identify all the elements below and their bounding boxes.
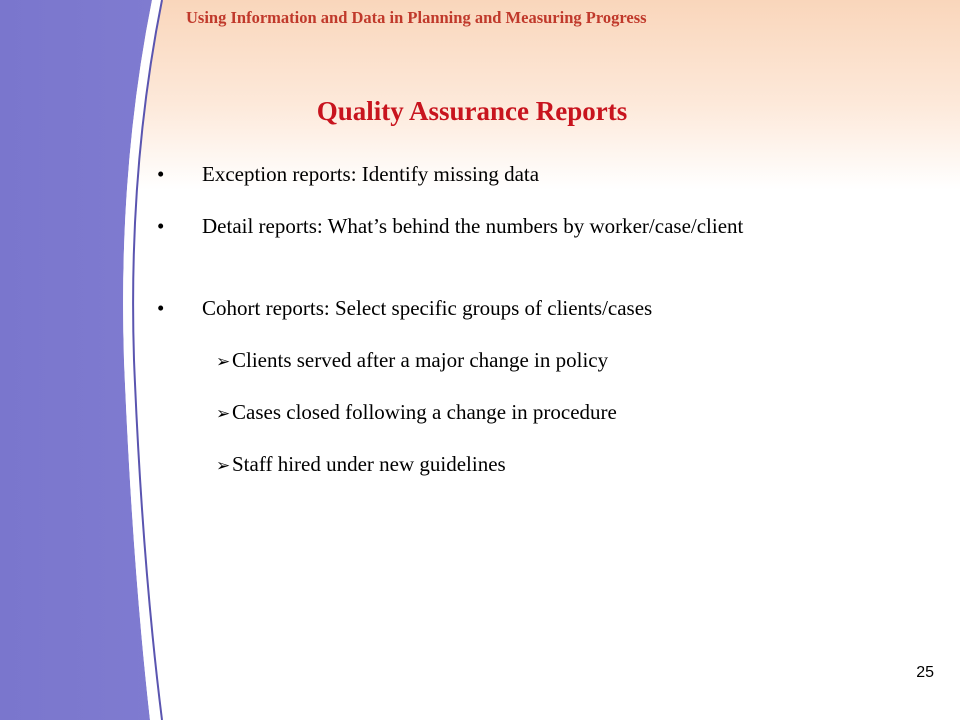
page-number: 25	[916, 664, 934, 681]
sub-bullet-item	[216, 398, 816, 428]
arrow-bullet-icon: ➢	[216, 456, 231, 475]
sub-bullet-item	[216, 450, 816, 480]
bullet-text: Cohort reports: Select specific groups of clients/cases	[202, 296, 653, 320]
bullet-text: Exception reports: Identify missing data	[202, 162, 540, 186]
sub-bullet-text: Cases closed following a change in procedure	[232, 400, 617, 424]
header-title: Using Information and Data in Planning and Measuring Progress	[186, 8, 647, 27]
arrow-bullet-icon: ➢	[216, 404, 231, 423]
sub-bullet-text: Staff hired under new guidelines	[232, 452, 506, 476]
slide-title: Quality Assurance Reports	[316, 96, 628, 126]
sub-bullet-item	[216, 346, 816, 376]
bullet-dot: •	[157, 214, 165, 238]
arrow-bullet-icon: ➢	[216, 352, 231, 371]
sub-bullet-text: Clients served after a major change in policy	[232, 348, 609, 372]
bullet-dot: •	[157, 162, 165, 186]
bullet-text: Detail reports: What’s behind the numbers by worker/case/client	[202, 214, 744, 238]
bullet-dot: •	[157, 296, 165, 320]
